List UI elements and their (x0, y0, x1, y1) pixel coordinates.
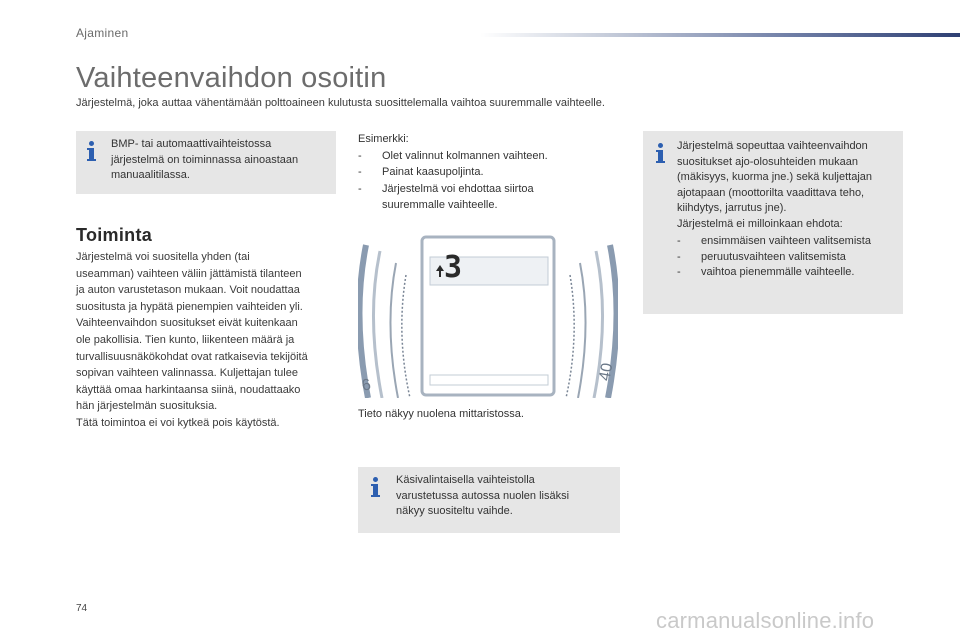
header-bar (480, 33, 960, 37)
page-title: Vaihteenvaihdon osoitin (76, 62, 387, 94)
list-item: - ensimmäisen vaihteen valitsemista (677, 235, 871, 247)
info-icon (655, 143, 665, 167)
right-dial-number: 40 (596, 361, 617, 383)
gear-indicator: 3 (444, 250, 463, 285)
list-item: - Järjestelmä voi ehdottaa siirtoa suuremmalle vaihteelle. (358, 182, 534, 211)
note-bmp-text: BMP- tai automaattivaihteistossa järjestelmä on toiminnassa ainoastaan manuaalitilassa. (111, 138, 299, 181)
illustration-caption: Tieto näkyy nuolena mittaristossa. (358, 408, 524, 420)
intro-text: Järjestelmä, joka auttaa vähentämään polttoaineen kulutusta suosittelemalla vaihtoa suuremmalle vaihteelle. (76, 97, 605, 109)
note-manual (358, 467, 620, 533)
left-dial-number: 6 (360, 376, 373, 395)
note-bmp (76, 131, 336, 194)
page-number: 74 (76, 603, 88, 614)
watermark: carmanualsonline.info (656, 608, 875, 633)
list-item: - Painat kaasupoljinta. (358, 166, 484, 178)
instrument-cluster-illustration (358, 235, 618, 398)
list-item: - vaihtoa pienemmälle vaihteelle. (677, 266, 855, 278)
list-item: - peruutusvaihteen valitsemista (677, 250, 846, 263)
info-icon (370, 477, 380, 501)
function-body: Järjestelmä voi suositella yhden (tai useamman) vaihteen väliin jättämistä tilanteen ja auton varustetason mukaan. Voit noudattaa suositusta ja hypätä pienempien vaihteiden yli. Vaihteenvaihdon suositukset eivät kuitenkaan ole pakollisia. Tien kunto, liikenteen määrä ja turvallisuusnäkökohdat ovat ratkaisevia tekijöitä sopivan vaihteen valinnassa. Kuljettajan tulee käyttää omaa harkintaansa siinä, noudattaako hän järjestelmän suosituksia. Tätä toimintoa ei voi kytkeä pois käytöstä. (76, 251, 308, 429)
note-adapt-list (677, 234, 871, 281)
function-heading: Toiminta (76, 225, 153, 245)
list-item: - Olet valinnut kolmannen vaihteen. (358, 149, 548, 162)
note-manual-text: Käsivalintaisella vaihteistolla varustetussa autossa nuolen lisäksi näkyy suositeltu vaihde. (396, 474, 570, 517)
info-icon (86, 141, 96, 165)
examples-title: Esimerkki: (358, 133, 409, 145)
note-adapt (643, 131, 903, 314)
examples (358, 131, 598, 214)
section-label: Ajaminen (76, 26, 129, 40)
note-adapt-text: Järjestelmä sopeuttaa vaihteenvaihdon suositukset ajo-olosuhteiden mukaan (mäkisyys, kuorma jne.) sekä kuljettajan ajotapaan (moottorilta vaadittava teho, kiihdytys, jarrutus jne). Järjestelmä ei milloinkaan ehdota: (677, 140, 873, 230)
